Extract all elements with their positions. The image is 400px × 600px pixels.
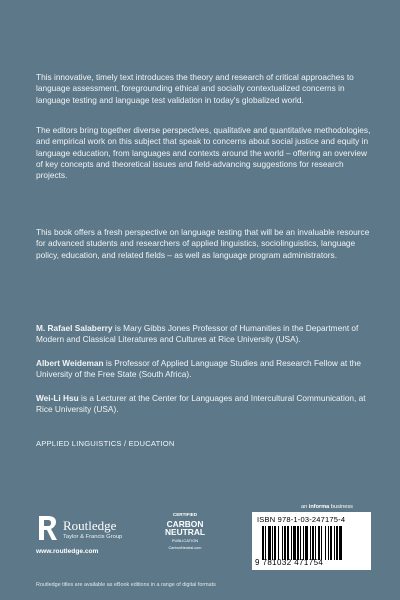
subject-category: APPLIED LINGUISTICS / EDUCATION (36, 439, 175, 448)
author-name: Albert Weideman (36, 358, 104, 368)
barcode-icon (262, 526, 364, 560)
barcode-digits: 9 781032 471754 (255, 558, 324, 567)
carbon-neutral-badge (165, 512, 205, 558)
publisher-logo (36, 514, 146, 558)
publisher-subtitle: Taylor & Francis Group (63, 534, 123, 540)
informa-prefix: an (301, 504, 309, 510)
informa-brand: informa (308, 504, 330, 510)
author-bio-text: is Mary Gibbs Jones Professor of Humanities in the Department of Modern and Classical Literatures and Cultures at Rice University (USA). (36, 323, 359, 345)
author-bio-weideman (36, 358, 372, 381)
carbon-badge-url: CarbonNeutral.com (168, 546, 202, 550)
digital-formats-note: Routledge titles are available as eBook editions in a range of digital formats (36, 582, 216, 588)
carbon-badge-line1: CARBON (166, 519, 204, 529)
carbon-badge-sub: PUBLICATION (171, 538, 199, 543)
author-name: M. Rafael Salaberry (36, 323, 113, 333)
author-bio-salaberry (36, 323, 372, 346)
author-bio-text: is a Lecturer at the Center for Languages and Intercultural Communication, at Rice University (USA). (36, 393, 366, 415)
author-bio-hsu (36, 393, 372, 416)
publisher-url: www.routledge.com (36, 548, 99, 555)
author-name: Wei-Li Hsu (36, 393, 79, 403)
description-paragraph-1: This innovative, timely text introduces the theory and research of critical approaches to language assessment, foregrounding ethical and socially contextualized concerns in language testing and language test validation in today's globalized world. (36, 72, 354, 105)
carbon-badge-top: CERTIFIED (172, 512, 198, 517)
isbn-label: ISBN 978-1-03-247175-4 (257, 515, 346, 524)
author-bio-text: is Professor of Applied Language Studies and Research Fellow at the University of the Free State (South Africa). (36, 358, 361, 380)
routledge-logo-icon (36, 514, 58, 548)
barcode-panel (252, 512, 371, 570)
carbon-badge-main (165, 520, 205, 536)
informa-tagline (301, 504, 353, 510)
carbon-badge-line2: NEUTRAL (165, 527, 206, 537)
description-paragraph-2: The editors bring together diverse perspectives, qualitative and quantitative methodologies, and empirical work on this subject that speak to concerns about social justice and equity in language education, from languages and contexts around the world – offering an overview of key concepts and theoretical issues and field-advancing suggestions for research projects. (36, 125, 371, 181)
description-paragraph-3: This book offers a fresh perspective on language testing that will be an invaluable resource for advanced students and researchers of applied linguistics, sociolinguistics, language policy, education, and related fields – as well as language program administrators. (36, 227, 370, 260)
publisher-name: Routledge (63, 518, 117, 533)
informa-suffix: business (329, 504, 353, 510)
